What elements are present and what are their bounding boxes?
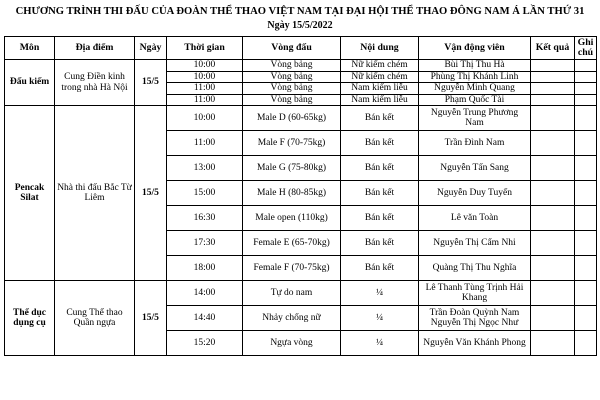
header-athlete: Vận động viên: [419, 37, 531, 60]
note-cell: [575, 83, 597, 95]
note-cell: [575, 156, 597, 181]
athlete-cell: Trần Đoàn Quỳnh Nam Nguyễn Thị Ngọc Như: [419, 306, 531, 331]
event-cell: Bán kết: [341, 206, 419, 231]
round-cell: Ngựa vòng: [243, 331, 341, 356]
result-cell: [531, 256, 575, 281]
time-cell: 10:00: [167, 71, 243, 83]
time-cell: 10:00: [167, 60, 243, 72]
time-cell: 14:40: [167, 306, 243, 331]
date-cell: 15/5: [135, 60, 167, 106]
athlete-cell: Nguyễn Tấn Sang: [419, 156, 531, 181]
round-cell: Tự do nam: [243, 281, 341, 306]
header-result: Kết quả: [531, 37, 575, 60]
time-cell: 11:00: [167, 94, 243, 106]
sport-cell: Đấu kiếm: [5, 60, 55, 106]
round-cell: Male G (75-80kg): [243, 156, 341, 181]
result-cell: [531, 60, 575, 72]
time-cell: 15:00: [167, 181, 243, 206]
sport-cell: Thể dục dụng cụ: [5, 281, 55, 356]
result-cell: [531, 106, 575, 131]
event-cell: Bán kết: [341, 106, 419, 131]
event-cell: ¼: [341, 306, 419, 331]
event-cell: Nam kiếm liễu: [341, 83, 419, 95]
note-cell: [575, 131, 597, 156]
athlete-cell: Nguyễn Duy Tuyến: [419, 181, 531, 206]
note-cell: [575, 106, 597, 131]
round-cell: Male open (110kg): [243, 206, 341, 231]
note-cell: [575, 181, 597, 206]
time-cell: 18:00: [167, 256, 243, 281]
round-cell: Nhảy chống nữ: [243, 306, 341, 331]
time-cell: 16:30: [167, 206, 243, 231]
round-cell: Vòng bảng: [243, 83, 341, 95]
page-subtitle: Ngày 15/5/2022: [267, 20, 333, 31]
note-cell: [575, 281, 597, 306]
sport-cell: Pencak Silat: [5, 106, 55, 281]
event-cell: Bán kết: [341, 231, 419, 256]
note-cell: [575, 231, 597, 256]
round-cell: Vòng bảng: [243, 94, 341, 106]
event-cell: Bán kết: [341, 181, 419, 206]
time-cell: 13:00: [167, 156, 243, 181]
result-cell: [531, 83, 575, 95]
event-cell: Nam kiếm liễu: [341, 94, 419, 106]
table-row: [5, 106, 597, 131]
round-cell: Male H (80-85kg): [243, 181, 341, 206]
round-cell: Male F (70-75kg): [243, 131, 341, 156]
note-cell: [575, 256, 597, 281]
note-cell: [575, 331, 597, 356]
event-cell: ¼: [341, 281, 419, 306]
athlete-cell: Quàng Thị Thu Nghĩa: [419, 256, 531, 281]
date-cell: 15/5: [135, 106, 167, 281]
note-cell: [575, 94, 597, 106]
round-cell: Vòng bảng: [243, 60, 341, 72]
athlete-cell: Bùi Thị Thu Hà: [419, 60, 531, 72]
venue-cell: Cung Điền kinh trong nhà Hà Nội: [55, 60, 135, 106]
round-cell: Male D (60-65kg): [243, 106, 341, 131]
table-row: [5, 281, 597, 306]
header-date: Ngày: [135, 37, 167, 60]
result-cell: [531, 156, 575, 181]
time-cell: 14:00: [167, 281, 243, 306]
athlete-cell: Trần Đình Nam: [419, 131, 531, 156]
header-event: Nội dung: [341, 37, 419, 60]
result-cell: [531, 94, 575, 106]
time-cell: 11:00: [167, 83, 243, 95]
date-cell: 15/5: [135, 281, 167, 356]
athlete-cell: Phạm Quốc Tài: [419, 94, 531, 106]
header-note: Ghi chú: [575, 37, 597, 60]
event-cell: Bán kết: [341, 156, 419, 181]
note-cell: [575, 60, 597, 72]
header-round: Vòng đấu: [243, 37, 341, 60]
venue-cell: Cung Thể thao Quần ngựa: [55, 281, 135, 356]
athlete-cell: Lê văn Toàn: [419, 206, 531, 231]
table-header-row: [5, 37, 597, 60]
time-cell: 15:20: [167, 331, 243, 356]
time-cell: 10:00: [167, 106, 243, 131]
venue-cell: Nhà thi đấu Bắc Từ Liêm: [55, 106, 135, 281]
athlete-cell: Nguyễn Trung Phương Nam: [419, 106, 531, 131]
event-cell: Bán kết: [341, 256, 419, 281]
page-title: CHƯƠNG TRÌNH THI ĐẤU CỦA ĐOÀN THỂ THAO VIỆT NAM TẠI ĐẠI HỘI THỂ THAO ĐÔNG NAM Á LẦN THỨ 31: [15, 6, 585, 17]
result-cell: [531, 71, 575, 83]
round-cell: Vòng bảng: [243, 71, 341, 83]
time-cell: 11:00: [167, 131, 243, 156]
round-cell: Female F (70-75kg): [243, 256, 341, 281]
note-cell: [575, 71, 597, 83]
result-cell: [531, 331, 575, 356]
result-cell: [531, 206, 575, 231]
result-cell: [531, 131, 575, 156]
header-venue: Địa điểm: [55, 37, 135, 60]
athlete-cell: Nguyễn Thị Cẩm Nhi: [419, 231, 531, 256]
athlete-cell: Nguyễn Minh Quang: [419, 83, 531, 95]
athlete-cell: Nguyễn Văn Khánh Phong: [419, 331, 531, 356]
note-cell: [575, 206, 597, 231]
table-row: [5, 60, 597, 72]
round-cell: Female E (65-70kg): [243, 231, 341, 256]
result-cell: [531, 281, 575, 306]
time-cell: 17:30: [167, 231, 243, 256]
note-cell: [575, 306, 597, 331]
result-cell: [531, 231, 575, 256]
header-sport: Môn: [5, 37, 55, 60]
event-cell: ¼: [341, 331, 419, 356]
athlete-cell: Phùng Thị Khánh Linh: [419, 71, 531, 83]
header-time: Thời gian: [167, 37, 243, 60]
event-cell: Nữ kiếm chém: [341, 71, 419, 83]
event-cell: Bán kết: [341, 131, 419, 156]
result-cell: [531, 181, 575, 206]
athlete-cell: Lê Thanh Tùng Trịnh Hải Khang: [419, 281, 531, 306]
result-cell: [531, 306, 575, 331]
event-cell: Nữ kiếm chém: [341, 60, 419, 72]
schedule-table: [4, 36, 597, 356]
